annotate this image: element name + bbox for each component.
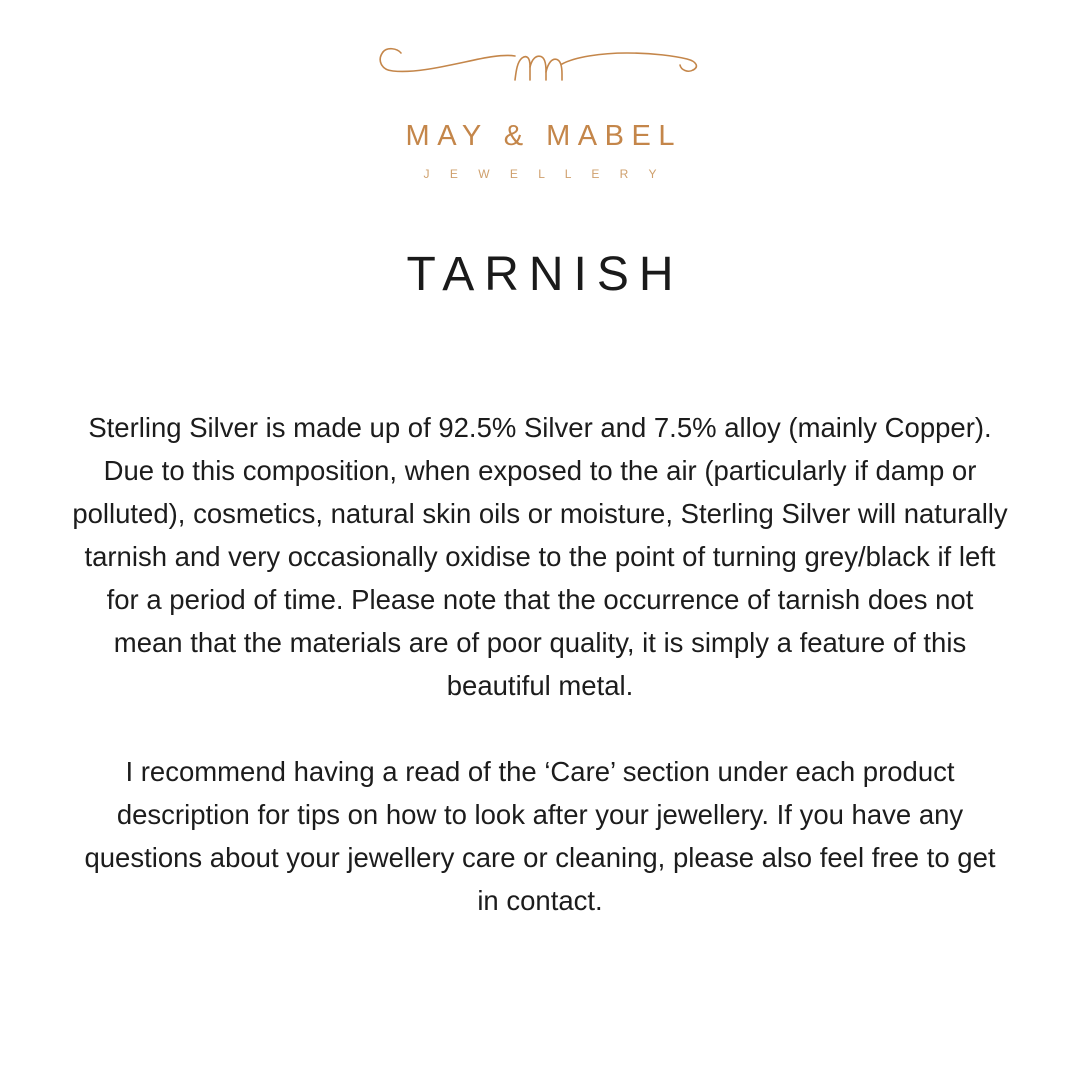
page-title: TARNISH [406, 248, 684, 301]
brand-subtitle: J E W E L L E R Y [423, 167, 665, 181]
brand-logo [330, 34, 750, 181]
brand-name: MAY & MABEL [405, 120, 682, 152]
body-copy [70, 406, 1010, 922]
paragraph-1: Sterling Silver is made up of 92.5% Silver and 7.5% alloy (mainly Copper). Due to this composition, when exposed to the air (particularly if damp or polluted), cosmetics, natural skin oils or moisture, Sterling Silver will naturally tarnish and very occasionally oxidise to the point of turning grey/black if left for a period of time. Please note that the occurrence of tarnish does not mean that the materials are of poor quality, it is simply a feature of this beautiful metal. [72, 412, 1008, 702]
paragraph-2: I recommend having a read of the ‘Care’ section under each product description for tips on how to look after your jewellery. If you have any questions about your jewellery care or cleaning, please also feel free to get in contact. [84, 756, 996, 917]
flourish-monogram-icon [375, 34, 705, 106]
